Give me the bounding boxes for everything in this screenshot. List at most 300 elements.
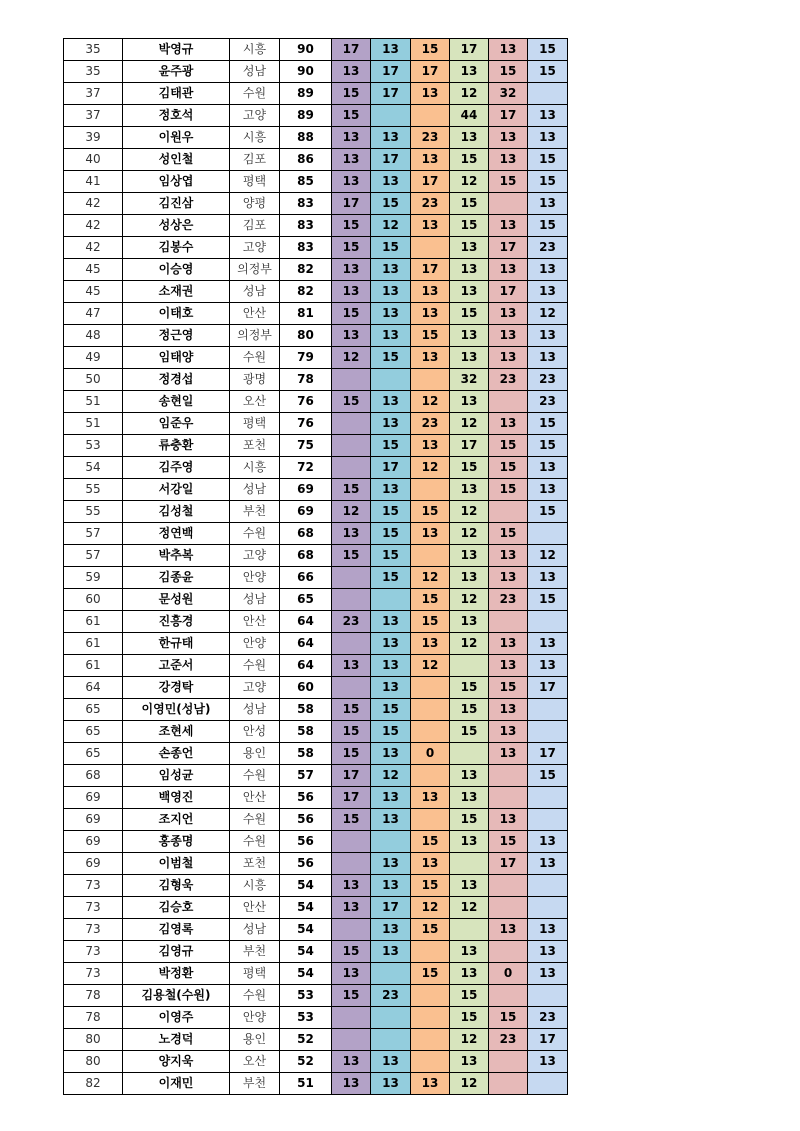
rank-cell: 64 <box>64 677 123 699</box>
stage-score-cell <box>489 765 528 787</box>
city-cell: 안산 <box>230 611 280 633</box>
rank-cell: 51 <box>64 391 123 413</box>
stage-score-cell: 13 <box>332 61 371 83</box>
player-name-cell: 류충환 <box>123 435 230 457</box>
stage-score-cell: 12 <box>450 1073 489 1095</box>
rank-cell: 37 <box>64 105 123 127</box>
table-row <box>64 347 568 369</box>
rank-cell: 78 <box>64 1007 123 1029</box>
player-name-cell: 조현세 <box>123 721 230 743</box>
stage-score-cell: 13 <box>489 633 528 655</box>
table-row <box>64 479 568 501</box>
stage-score-cell: 13 <box>371 853 411 875</box>
stage-score-cell: 17 <box>528 1029 568 1051</box>
stage-score-cell <box>528 875 568 897</box>
stage-score-cell <box>528 809 568 831</box>
player-name-cell: 임태양 <box>123 347 230 369</box>
city-cell: 평택 <box>230 413 280 435</box>
stage-score-cell: 15 <box>489 479 528 501</box>
stage-score-cell: 13 <box>528 655 568 677</box>
stage-score-cell: 13 <box>528 853 568 875</box>
stage-score-cell: 13 <box>371 875 411 897</box>
stage-score-cell: 15 <box>332 83 371 105</box>
stage-score-cell: 13 <box>450 875 489 897</box>
rank-cell: 60 <box>64 589 123 611</box>
total-score-cell: 57 <box>280 765 332 787</box>
rank-cell: 42 <box>64 237 123 259</box>
stage-score-cell <box>332 435 371 457</box>
stage-score-cell <box>411 721 450 743</box>
stage-score-cell: 13 <box>332 875 371 897</box>
rank-cell: 73 <box>64 941 123 963</box>
stage-score-cell: 12 <box>411 391 450 413</box>
stage-score-cell: 23 <box>489 1029 528 1051</box>
total-score-cell: 52 <box>280 1029 332 1051</box>
stage-score-cell: 13 <box>332 1073 371 1095</box>
player-name-cell: 진흥경 <box>123 611 230 633</box>
stage-score-cell: 13 <box>411 853 450 875</box>
stage-score-cell: 15 <box>411 39 450 61</box>
stage-score-cell: 12 <box>450 589 489 611</box>
stage-score-cell: 13 <box>371 677 411 699</box>
city-cell: 의정부 <box>230 259 280 281</box>
table-row <box>64 413 568 435</box>
stage-score-cell: 12 <box>411 457 450 479</box>
stage-score-cell: 23 <box>371 985 411 1007</box>
stage-score-cell: 12 <box>528 303 568 325</box>
city-cell: 성남 <box>230 699 280 721</box>
ranking-table-body <box>64 39 568 1095</box>
stage-score-cell <box>411 1007 450 1029</box>
rank-cell: 69 <box>64 787 123 809</box>
stage-score-cell: 17 <box>332 787 371 809</box>
total-score-cell: 68 <box>280 545 332 567</box>
stage-score-cell: 13 <box>528 105 568 127</box>
table-row <box>64 677 568 699</box>
stage-score-cell: 15 <box>450 457 489 479</box>
stage-score-cell: 15 <box>450 215 489 237</box>
stage-score-cell: 15 <box>450 677 489 699</box>
total-score-cell: 83 <box>280 215 332 237</box>
stage-score-cell: 13 <box>371 743 411 765</box>
stage-score-cell <box>332 567 371 589</box>
rank-cell: 37 <box>64 83 123 105</box>
city-cell: 수원 <box>230 809 280 831</box>
total-score-cell: 58 <box>280 743 332 765</box>
stage-score-cell: 13 <box>411 633 450 655</box>
stage-score-cell: 13 <box>489 655 528 677</box>
stage-score-cell <box>489 787 528 809</box>
table-row <box>64 809 568 831</box>
table-row <box>64 897 568 919</box>
player-name-cell: 김주영 <box>123 457 230 479</box>
city-cell: 수원 <box>230 765 280 787</box>
table-row <box>64 303 568 325</box>
stage-score-cell <box>411 985 450 1007</box>
stage-score-cell: 15 <box>450 699 489 721</box>
stage-score-cell <box>489 897 528 919</box>
total-score-cell: 64 <box>280 633 332 655</box>
player-name-cell: 김영록 <box>123 919 230 941</box>
total-score-cell: 86 <box>280 149 332 171</box>
player-name-cell: 윤주광 <box>123 61 230 83</box>
stage-score-cell: 17 <box>371 457 411 479</box>
table-row <box>64 655 568 677</box>
stage-score-cell <box>371 831 411 853</box>
stage-score-cell <box>489 611 528 633</box>
rank-cell: 35 <box>64 61 123 83</box>
stage-score-cell: 13 <box>411 83 450 105</box>
stage-score-cell <box>411 545 450 567</box>
stage-score-cell: 13 <box>371 281 411 303</box>
stage-score-cell: 17 <box>332 765 371 787</box>
stage-score-cell: 13 <box>332 523 371 545</box>
rank-cell: 57 <box>64 545 123 567</box>
total-score-cell: 83 <box>280 193 332 215</box>
city-cell: 오산 <box>230 1051 280 1073</box>
rank-cell: 51 <box>64 413 123 435</box>
player-name-cell: 임상엽 <box>123 171 230 193</box>
city-cell: 오산 <box>230 391 280 413</box>
stage-score-cell: 13 <box>528 259 568 281</box>
stage-score-cell: 13 <box>371 1073 411 1095</box>
player-name-cell: 조지언 <box>123 809 230 831</box>
stage-score-cell: 13 <box>332 655 371 677</box>
stage-score-cell <box>528 787 568 809</box>
stage-score-cell: 13 <box>371 325 411 347</box>
stage-score-cell: 12 <box>332 347 371 369</box>
stage-score-cell: 13 <box>528 479 568 501</box>
total-score-cell: 79 <box>280 347 332 369</box>
table-row <box>64 61 568 83</box>
stage-score-cell <box>411 941 450 963</box>
city-cell: 수원 <box>230 655 280 677</box>
rank-cell: 53 <box>64 435 123 457</box>
stage-score-cell: 15 <box>371 699 411 721</box>
total-score-cell: 80 <box>280 325 332 347</box>
stage-score-cell: 15 <box>371 567 411 589</box>
total-score-cell: 54 <box>280 897 332 919</box>
stage-score-cell <box>489 875 528 897</box>
player-name-cell: 정경섭 <box>123 369 230 391</box>
stage-score-cell: 13 <box>371 171 411 193</box>
city-cell: 안양 <box>230 633 280 655</box>
player-name-cell: 박정환 <box>123 963 230 985</box>
player-name-cell: 송현일 <box>123 391 230 413</box>
stage-score-cell: 12 <box>411 567 450 589</box>
stage-score-cell: 23 <box>411 413 450 435</box>
player-name-cell: 손종언 <box>123 743 230 765</box>
stage-score-cell: 13 <box>489 743 528 765</box>
stage-score-cell <box>411 765 450 787</box>
stage-score-cell <box>371 589 411 611</box>
table-row <box>64 501 568 523</box>
player-name-cell: 백영진 <box>123 787 230 809</box>
stage-score-cell <box>371 1007 411 1029</box>
stage-score-cell: 13 <box>371 787 411 809</box>
total-score-cell: 60 <box>280 677 332 699</box>
stage-score-cell: 15 <box>528 589 568 611</box>
stage-score-cell <box>371 1029 411 1051</box>
stage-score-cell: 13 <box>489 39 528 61</box>
stage-score-cell: 15 <box>371 721 411 743</box>
city-cell: 김포 <box>230 215 280 237</box>
player-name-cell: 양지욱 <box>123 1051 230 1073</box>
stage-score-cell: 17 <box>411 171 450 193</box>
stage-score-cell: 15 <box>332 941 371 963</box>
stage-score-cell <box>332 919 371 941</box>
player-name-cell: 김태관 <box>123 83 230 105</box>
player-name-cell: 임준우 <box>123 413 230 435</box>
stage-score-cell <box>371 369 411 391</box>
stage-score-cell: 15 <box>332 105 371 127</box>
total-score-cell: 56 <box>280 831 332 853</box>
player-name-cell: 강경탁 <box>123 677 230 699</box>
table-row <box>64 1051 568 1073</box>
table-row <box>64 435 568 457</box>
stage-score-cell: 13 <box>450 237 489 259</box>
stage-score-cell: 17 <box>528 677 568 699</box>
total-score-cell: 75 <box>280 435 332 457</box>
city-cell: 시흥 <box>230 127 280 149</box>
stage-score-cell: 15 <box>528 61 568 83</box>
stage-score-cell: 13 <box>371 919 411 941</box>
stage-score-cell <box>528 523 568 545</box>
stage-score-cell <box>411 699 450 721</box>
stage-score-cell: 13 <box>489 699 528 721</box>
table-row <box>64 193 568 215</box>
stage-score-cell <box>371 963 411 985</box>
city-cell: 부천 <box>230 1073 280 1095</box>
player-name-cell: 김진삼 <box>123 193 230 215</box>
stage-score-cell: 12 <box>450 897 489 919</box>
city-cell: 고양 <box>230 237 280 259</box>
stage-score-cell: 15 <box>489 1007 528 1029</box>
stage-score-cell: 13 <box>411 523 450 545</box>
stage-score-cell: 13 <box>528 831 568 853</box>
total-score-cell: 83 <box>280 237 332 259</box>
stage-score-cell: 23 <box>411 193 450 215</box>
stage-score-cell: 17 <box>489 281 528 303</box>
city-cell: 안양 <box>230 1007 280 1029</box>
total-score-cell: 56 <box>280 853 332 875</box>
stage-score-cell: 13 <box>332 127 371 149</box>
stage-score-cell: 13 <box>489 325 528 347</box>
total-score-cell: 64 <box>280 655 332 677</box>
rank-cell: 80 <box>64 1051 123 1073</box>
stage-score-cell: 15 <box>450 1007 489 1029</box>
player-name-cell: 이영민(성남) <box>123 699 230 721</box>
stage-score-cell: 13 <box>411 787 450 809</box>
stage-score-cell: 13 <box>371 1051 411 1073</box>
stage-score-cell: 13 <box>489 809 528 831</box>
stage-score-cell <box>528 721 568 743</box>
rank-cell: 59 <box>64 567 123 589</box>
stage-score-cell: 15 <box>528 39 568 61</box>
city-cell: 고양 <box>230 677 280 699</box>
stage-score-cell: 13 <box>332 963 371 985</box>
stage-score-cell: 23 <box>489 589 528 611</box>
table-row <box>64 633 568 655</box>
rank-cell: 78 <box>64 985 123 1007</box>
stage-score-cell <box>528 1073 568 1095</box>
stage-score-cell: 13 <box>489 149 528 171</box>
city-cell: 성남 <box>230 281 280 303</box>
table-row <box>64 853 568 875</box>
stage-score-cell <box>489 501 528 523</box>
stage-score-cell: 13 <box>450 831 489 853</box>
stage-score-cell: 13 <box>489 347 528 369</box>
city-cell: 의정부 <box>230 325 280 347</box>
total-score-cell: 68 <box>280 523 332 545</box>
stage-score-cell: 15 <box>371 193 411 215</box>
rank-cell: 65 <box>64 699 123 721</box>
table-row <box>64 149 568 171</box>
city-cell: 부천 <box>230 941 280 963</box>
stage-score-cell: 15 <box>371 501 411 523</box>
table-row <box>64 391 568 413</box>
stage-score-cell: 23 <box>489 369 528 391</box>
rank-cell: 73 <box>64 897 123 919</box>
stage-score-cell: 15 <box>411 501 450 523</box>
stage-score-cell: 13 <box>528 919 568 941</box>
table-row <box>64 611 568 633</box>
rank-cell: 40 <box>64 149 123 171</box>
stage-score-cell <box>411 1051 450 1073</box>
rank-cell: 73 <box>64 963 123 985</box>
stage-score-cell <box>450 853 489 875</box>
city-cell: 성남 <box>230 589 280 611</box>
stage-score-cell: 23 <box>411 127 450 149</box>
player-name-cell: 이영주 <box>123 1007 230 1029</box>
stage-score-cell: 13 <box>489 567 528 589</box>
stage-score-cell: 13 <box>489 259 528 281</box>
stage-score-cell <box>528 985 568 1007</box>
stage-score-cell: 13 <box>528 193 568 215</box>
table-row <box>64 787 568 809</box>
stage-score-cell: 15 <box>528 215 568 237</box>
stage-score-cell: 0 <box>489 963 528 985</box>
stage-score-cell: 13 <box>371 809 411 831</box>
rank-cell: 39 <box>64 127 123 149</box>
player-name-cell: 이원우 <box>123 127 230 149</box>
stage-score-cell: 23 <box>528 237 568 259</box>
rank-cell: 42 <box>64 193 123 215</box>
table-row <box>64 457 568 479</box>
total-score-cell: 54 <box>280 941 332 963</box>
rank-cell: 65 <box>64 743 123 765</box>
stage-score-cell: 13 <box>332 149 371 171</box>
stage-score-cell <box>489 1051 528 1073</box>
stage-score-cell: 13 <box>450 259 489 281</box>
stage-score-cell: 13 <box>332 259 371 281</box>
stage-score-cell <box>411 105 450 127</box>
stage-score-cell: 15 <box>450 149 489 171</box>
rank-cell: 45 <box>64 281 123 303</box>
player-name-cell: 김용철(수원) <box>123 985 230 1007</box>
table-row <box>64 1073 568 1095</box>
stage-score-cell: 23 <box>528 369 568 391</box>
stage-score-cell: 12 <box>450 1029 489 1051</box>
table-row <box>64 919 568 941</box>
stage-score-cell: 13 <box>450 1051 489 1073</box>
stage-score-cell: 13 <box>489 545 528 567</box>
player-name-cell: 이태호 <box>123 303 230 325</box>
stage-score-cell: 15 <box>489 831 528 853</box>
table-row <box>64 985 568 1007</box>
city-cell: 시흥 <box>230 875 280 897</box>
city-cell: 용인 <box>230 1029 280 1051</box>
stage-score-cell: 17 <box>489 105 528 127</box>
city-cell: 포천 <box>230 853 280 875</box>
stage-score-cell: 15 <box>528 171 568 193</box>
table-row <box>64 545 568 567</box>
player-name-cell: 정근영 <box>123 325 230 347</box>
stage-score-cell: 13 <box>450 281 489 303</box>
stage-score-cell: 23 <box>528 391 568 413</box>
stage-score-cell <box>528 699 568 721</box>
stage-score-cell: 15 <box>489 457 528 479</box>
total-score-cell: 56 <box>280 787 332 809</box>
player-name-cell: 홍종명 <box>123 831 230 853</box>
stage-score-cell: 17 <box>489 237 528 259</box>
stage-score-cell <box>332 831 371 853</box>
stage-score-cell: 13 <box>450 567 489 589</box>
city-cell: 용인 <box>230 743 280 765</box>
stage-score-cell: 15 <box>489 435 528 457</box>
stage-score-cell: 13 <box>332 171 371 193</box>
player-name-cell: 박추복 <box>123 545 230 567</box>
stage-score-cell: 13 <box>528 347 568 369</box>
stage-score-cell: 13 <box>371 611 411 633</box>
total-score-cell: 85 <box>280 171 332 193</box>
stage-score-cell: 32 <box>450 369 489 391</box>
rank-cell: 61 <box>64 655 123 677</box>
city-cell: 포천 <box>230 435 280 457</box>
stage-score-cell <box>450 919 489 941</box>
stage-score-cell: 17 <box>371 83 411 105</box>
stage-score-cell: 13 <box>411 149 450 171</box>
total-score-cell: 65 <box>280 589 332 611</box>
stage-score-cell: 15 <box>332 479 371 501</box>
city-cell: 양평 <box>230 193 280 215</box>
stage-score-cell: 17 <box>371 61 411 83</box>
stage-score-cell <box>489 941 528 963</box>
total-score-cell: 82 <box>280 281 332 303</box>
stage-score-cell: 12 <box>332 501 371 523</box>
stage-score-cell: 13 <box>411 347 450 369</box>
stage-score-cell: 12 <box>450 523 489 545</box>
city-cell: 김포 <box>230 149 280 171</box>
stage-score-cell: 15 <box>332 809 371 831</box>
stage-score-cell: 15 <box>489 171 528 193</box>
stage-score-cell: 13 <box>489 413 528 435</box>
stage-score-cell: 15 <box>528 501 568 523</box>
stage-score-cell: 13 <box>371 127 411 149</box>
stage-score-cell <box>411 479 450 501</box>
player-name-cell: 김성철 <box>123 501 230 523</box>
rank-cell: 50 <box>64 369 123 391</box>
total-score-cell: 56 <box>280 809 332 831</box>
table-row <box>64 259 568 281</box>
stage-score-cell: 32 <box>489 83 528 105</box>
total-score-cell: 54 <box>280 963 332 985</box>
stage-score-cell: 12 <box>450 83 489 105</box>
stage-score-cell: 15 <box>411 875 450 897</box>
stage-score-cell <box>332 633 371 655</box>
stage-score-cell <box>371 105 411 127</box>
table-row <box>64 237 568 259</box>
